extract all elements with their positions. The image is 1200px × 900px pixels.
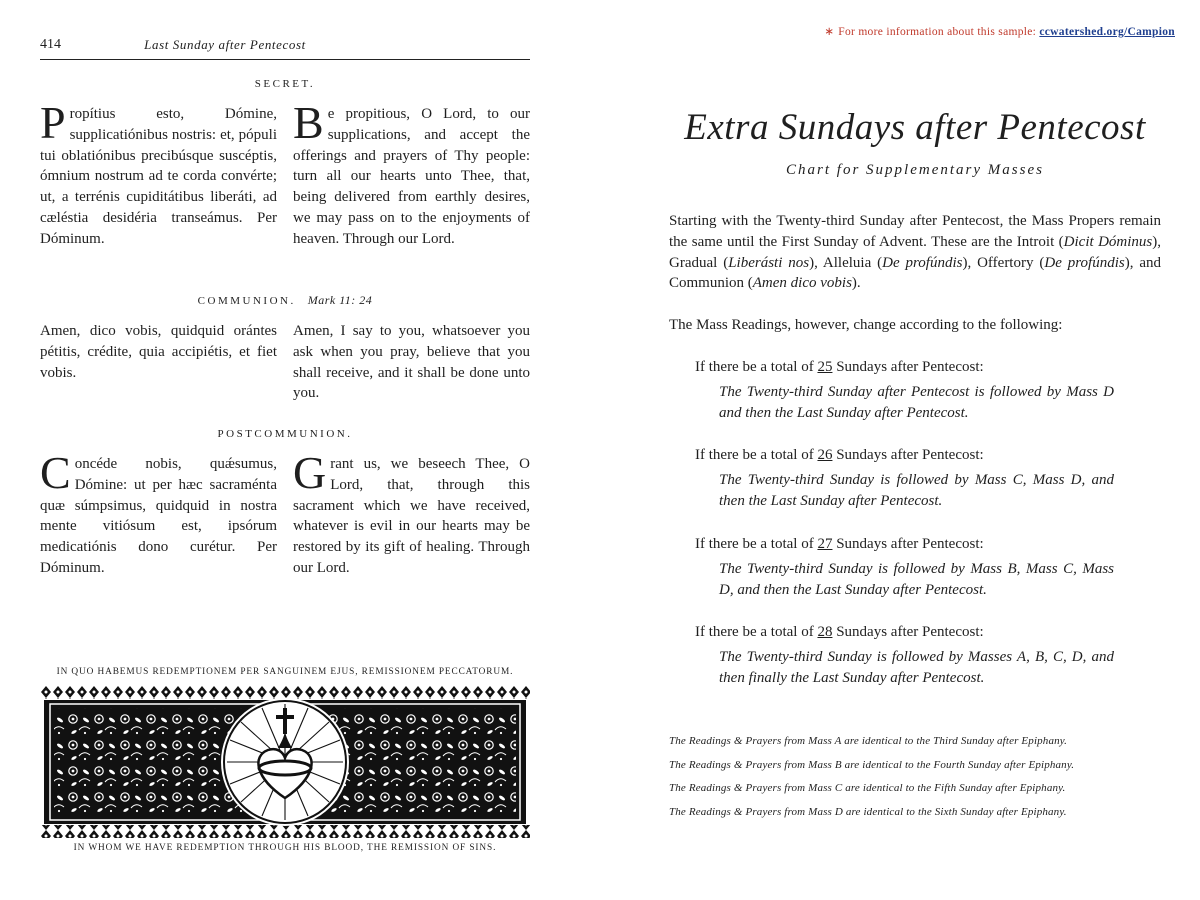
option-detail: The Twenty-third Sunday is followed by Mass C, Mass D, and then the Last Sunday after Pentecost. [719, 472, 1114, 509]
footnote-mass-d: The Readings & Prayers from Mass D are identical to the Sixth Sunday after Epiphany. [669, 805, 1067, 818]
option-27 [695, 534, 1145, 600]
option-number: 25 [817, 359, 833, 375]
option-heading [695, 534, 1145, 554]
intro-text: ), Alleluia ( [809, 254, 883, 271]
option-heading [695, 357, 1145, 377]
option-prefix: If there be a total of [695, 359, 818, 375]
option-detail: The Twenty-third Sunday is followed by Masses A, B, C, D, and then finally the Last Sunday after Pentecost. [719, 649, 1114, 686]
secret-english-text: e propitious, O Lord, to our supplications, and accept the offerings and prayers of Thy people: turn all our hearts unto Thee, that, being delivered from earthly desires, we may pass on to the enjoyments of heaven. Through our Lord. [293, 106, 530, 247]
communion-english-text: Amen, I say to you, whatsoever you ask when you pray, believe that you shall receive, and it shall be done unto you. [293, 323, 530, 402]
postcommunion-latin [40, 447, 277, 579]
option-number: 26 [817, 447, 833, 463]
secret-heading-text: SECRET. [254, 78, 316, 90]
intro-text: ). [851, 275, 861, 292]
option-suffix: Sundays after Pentecost: [832, 624, 984, 640]
right-page [669, 0, 1175, 900]
caption-english: IN WHOM WE HAVE REDEMPTION THROUGH HIS BLOOD, THE REMISSION OF SINS. [73, 843, 497, 853]
readings-intro: The Mass Readings, however, change according to the following: [669, 317, 1063, 333]
intro-text: ), Offertory ( [962, 254, 1045, 271]
secret-latin-text: ropítius esto, Dómine, supplicatiónibus nostris: et, pópuli tui oblatiónibus precibúsque suscéptis, ómnium nostrum ad te corda convérte; ut, a terrénis cupiditátibus liberáti, ad cæléstia desidéria transeámus. Per Dóminum. [40, 106, 277, 247]
option-prefix: If there be a total of [695, 624, 818, 640]
communion-english [293, 321, 530, 404]
introit-name: Dicit Dóminus [1063, 233, 1153, 250]
page-subtitle: Chart for Supplementary Masses [786, 162, 1044, 178]
option-number: 28 [817, 624, 833, 640]
option-25 [695, 357, 1145, 423]
communion-name: Amen dico vobis [752, 275, 852, 292]
option-suffix: Sundays after Pentecost: [832, 359, 984, 375]
postcommunion-english-dropcap: G [293, 447, 327, 498]
option-26 [695, 445, 1145, 511]
option-prefix: If there be a total of [695, 536, 818, 552]
postcommunion-english [293, 447, 530, 579]
communion-heading-text: COMMUNION. [197, 295, 296, 307]
postcommunion-english-text: rant us, we beseech Thee, O Lord, that, through this sacrament which we have received, whatever is evil in our hearts may be restored by its gift of healing. Through our Lord. [293, 456, 530, 576]
gradual-name: Liberásti nos [728, 254, 810, 271]
intro-text: ), and Communion ( [669, 254, 1161, 292]
option-suffix: Sundays after Pentecost: [832, 447, 984, 463]
page-number: 414 [40, 37, 61, 52]
option-number: 27 [817, 536, 833, 552]
intro-paragraph [669, 211, 1161, 294]
secret-latin [40, 97, 277, 250]
sacred-heart-engraving-icon [40, 686, 530, 838]
left-page [40, 0, 530, 900]
secret-heading [40, 78, 530, 90]
sample-info-link[interactable]: ccwatershed.org/Campion [1039, 26, 1175, 38]
running-head [40, 36, 530, 60]
secret-english [293, 97, 530, 250]
footnote-mass-a: The Readings & Prayers from Mass A are identical to the Third Sunday after Epiphany. [669, 735, 1068, 747]
intro-text: Starting with the Twenty-third Sunday after Pentecost, the Mass Propers remain the same until the First Sunday of Advent. These are the Introit ( [669, 213, 1161, 250]
option-heading [695, 445, 1145, 465]
page-title: Extra Sundays after Pentecost [684, 107, 1146, 148]
option-suffix: Sundays after Pentecost: [832, 536, 984, 552]
running-title: Last Sunday after Pentecost [144, 37, 306, 52]
postcommunion-latin-text: oncéde nobis, quǽsumus, Dómine: ut per hæc sacraménta quæ súmpsimus, quidquid in nostra mente vitiósum est, ipsórum medicatiónis dono curétur. Per Dóminum. [40, 456, 277, 576]
secret-latin-dropcap: P [40, 97, 66, 148]
alleluia-name: De profúndis [882, 254, 963, 271]
intro-text: ), Gradual ( [669, 233, 1161, 271]
option-28 [695, 622, 1145, 688]
sample-note-text: For more information about this sample: [838, 26, 1037, 38]
postcommunion-heading [40, 428, 530, 440]
footnotes [669, 730, 1161, 824]
footnote-mass-c: The Readings & Prayers from Mass C are identical to the Fifth Sunday after Epiphany. [669, 782, 1066, 794]
asterisk-icon: ∗ [824, 26, 835, 38]
communion-heading [40, 293, 530, 308]
secret-english-dropcap: B [293, 97, 324, 148]
footnote-mass-b: The Readings & Prayers from Mass B are identical to the Fourth Sunday after Epiphany. [669, 758, 1075, 771]
postcommunion-heading-text: POSTCOMMUNION. [217, 428, 353, 440]
communion-reference: Mark 11: 24 [307, 293, 373, 307]
option-detail: The Twenty-third Sunday is followed by Mass B, Mass C, Mass D, and then the Last Sunday after Pentecost. [719, 561, 1114, 598]
caption-latin: IN QUO HABEMUS REDEMPTIONEM PER SANGUINEM EJUS, REMISSIONEM PECCATORUM. [56, 667, 514, 677]
communion-latin [40, 321, 277, 383]
option-prefix: If there be a total of [695, 447, 818, 463]
offertory-name: De profúndis [1044, 254, 1125, 271]
option-detail: The Twenty-third Sunday after Pentecost is followed by Mass D and then the Last Sunday after Pentecost. [719, 384, 1114, 421]
sample-note [824, 24, 1175, 38]
communion-latin-text: Amen, dico vobis, quidquid orántes pétitis, crédite, quia accipiétis, et fiet vobis. [40, 323, 277, 381]
option-heading [695, 622, 1145, 642]
postcommunion-latin-dropcap: C [40, 447, 71, 498]
